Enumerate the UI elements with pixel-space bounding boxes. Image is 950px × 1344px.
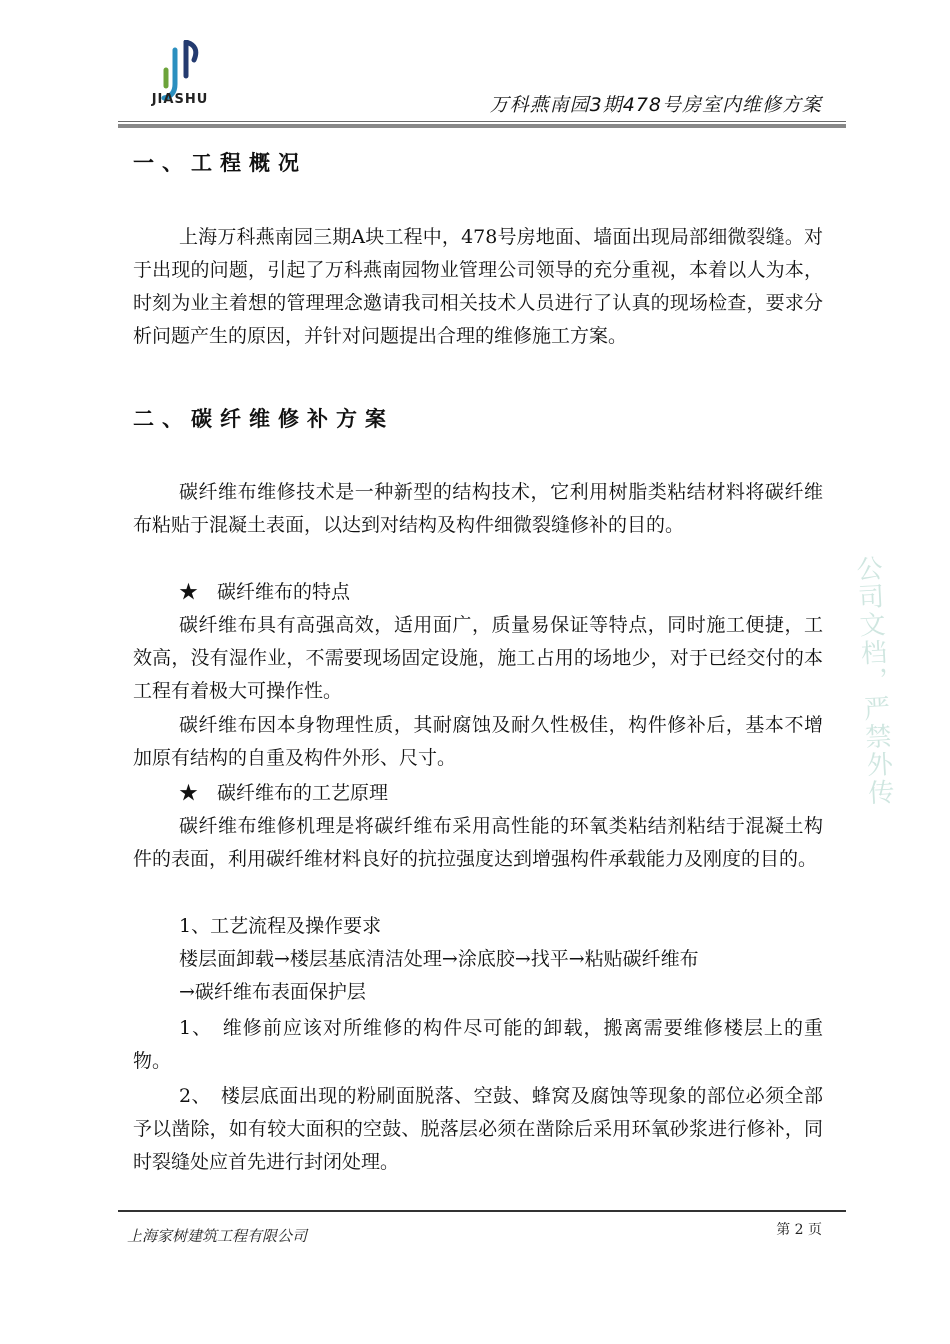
repair-intro-paragraph: 碳纤维布维修技术是一种新型的结构技术，它利用树脂类粘结材料将碳纤维布粘贴于混凝土表面，以达到对结构及构件细微裂缝修补的目的。 bbox=[133, 481, 823, 536]
page-number: 第 2 页 bbox=[776, 1222, 822, 1238]
process-flow-line-2: →碳纤维布表面保护层 bbox=[179, 981, 366, 1003]
section-heading-repair-plan: 二、碳纤维修补方案 bbox=[133, 407, 394, 431]
section-heading-overview: 一、工程概况 bbox=[133, 151, 307, 175]
overview-paragraph: 上海万科燕南园三期A块工程中，478号房地面、墙面出现局部细微裂缝。对于出现的问题，引起了万科燕南园物业管理公司领导的充分重视，本着以人为本，时刻为业主着想的管理理念邀请我司相关技术人员进行了认真的现场检查，要求分析问题产生的原因，并针对问题提出合理的维修施工方案。 bbox=[133, 226, 823, 347]
process-title: 1、工艺流程及操作要求 bbox=[179, 915, 382, 937]
header-divider-thick bbox=[118, 124, 846, 128]
header-divider bbox=[118, 121, 846, 122]
feature-paragraph-1: 碳纤维布具有高强高效，适用面广，质量易保证等特点，同时施工便捷，工效高，没有湿作业，不需要现场固定设施，施工占用的场地少，对于已经交付的本工程有着极大可操作性。 bbox=[133, 614, 823, 702]
footer-divider bbox=[118, 1210, 846, 1212]
principle-paragraph: 碳纤维布维修机理是将碳纤维布采用高性能的环氧类粘结剂粘结于混凝土构件的表面，利用碳纤维材料良好的抗拉强度达到增强构件承载能力及刚度的目的。 bbox=[133, 815, 823, 870]
step-item-2: 2、 楼层底面出现的粉刷面脱落、空鼓、蜂窝及腐蚀等现象的部位必须全部予以凿除，如有较大面积的空鼓、脱落层必须在凿除后采用环氧砂浆进行修补，同时裂缝处应首先进行封闭处理。 bbox=[133, 1085, 823, 1173]
feature-subheading: ★ 碳纤维布的特点 bbox=[179, 581, 351, 603]
principle-subheading: ★ 碳纤维布的工艺原理 bbox=[179, 782, 389, 804]
feature-paragraph-2: 碳纤维布因本身物理性质，其耐腐蚀及耐久性极佳，构件修补后，基本不增加原有结构的自重及构件外形、尺寸。 bbox=[133, 714, 823, 769]
process-flow-line-1: 楼层面卸载→楼层基底清洁处理→涂底胶→找平→粘贴碳纤维布 bbox=[179, 948, 699, 970]
logo-text: JIASHU bbox=[151, 92, 209, 107]
footer-company-name: 上海家树建筑工程有限公司 bbox=[127, 1227, 308, 1245]
document-header-title: 万科燕南园3期478号房室内维修方案 bbox=[489, 94, 822, 116]
step-item-1: 1、 维修前应该对所维修的构件尽可能的卸载，搬离需要维修楼层上的重物。 bbox=[133, 1017, 823, 1072]
confidential-watermark: 公司文档，严禁外传 bbox=[851, 554, 895, 808]
